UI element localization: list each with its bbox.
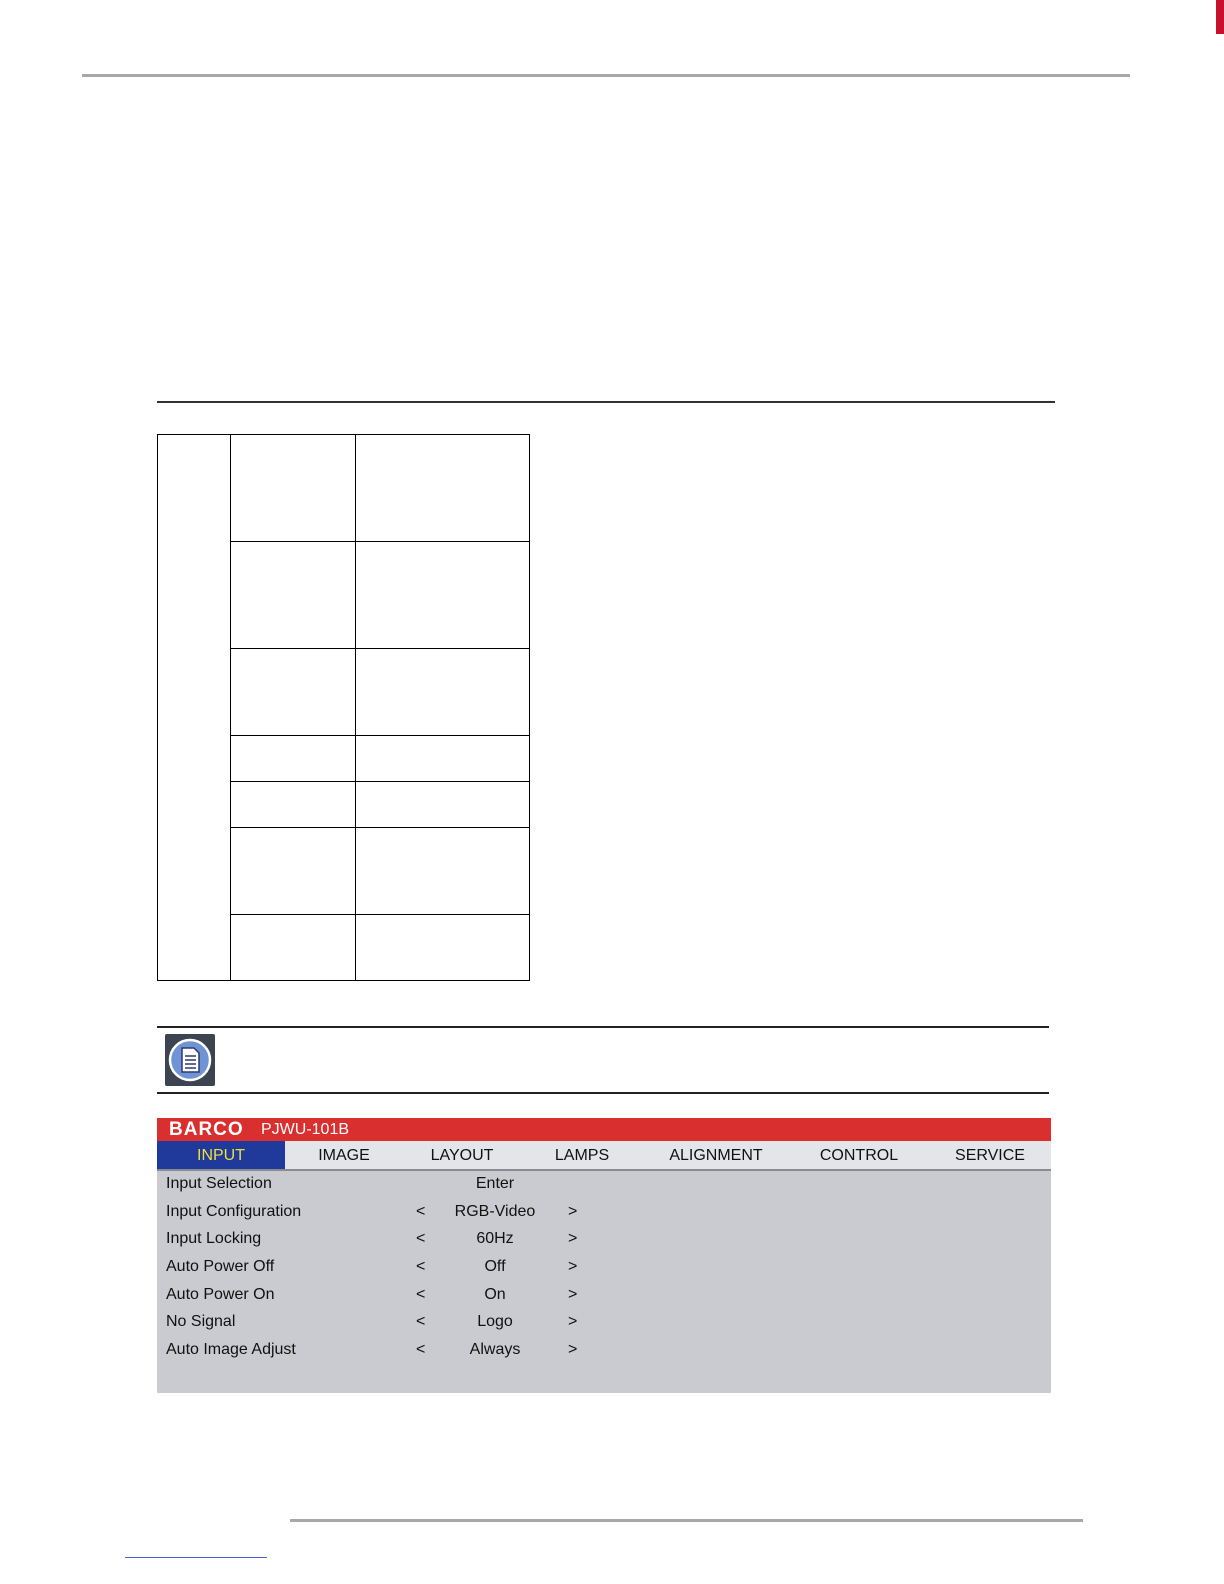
osd-title-bar <box>157 1118 1051 1141</box>
note-bottom-rule <box>157 1092 1049 1094</box>
menu-item-value: RGB-Video <box>454 1202 536 1220</box>
table-cell <box>230 915 356 981</box>
increase-arrow[interactable]: > <box>568 1230 578 1248</box>
table-cell <box>230 736 356 782</box>
tab-lamps[interactable]: LAMPS <box>554 1147 610 1164</box>
specification-table <box>157 434 530 981</box>
menu-item-label: Auto Power Off <box>166 1258 275 1276</box>
menu-item-value: On <box>484 1285 506 1303</box>
increase-arrow[interactable]: > <box>568 1202 578 1220</box>
table-cell <box>158 435 231 981</box>
decrease-arrow[interactable]: < <box>416 1313 426 1331</box>
decrease-arrow[interactable]: < <box>416 1258 426 1276</box>
menu-item-value: Logo <box>477 1313 513 1331</box>
menu-items <box>157 1171 1051 1365</box>
model-name: PJWU-101B <box>261 1121 350 1138</box>
table-cell <box>356 828 530 915</box>
increase-arrow[interactable]: > <box>568 1341 578 1359</box>
increase-arrow[interactable]: > <box>568 1285 578 1303</box>
decrease-arrow[interactable]: < <box>416 1202 426 1220</box>
table-cell <box>230 542 356 649</box>
table-cell <box>230 782 356 828</box>
header-rule <box>82 74 1130 77</box>
brand-logo: BARCO <box>169 1119 244 1140</box>
menu-item-value: Always <box>469 1341 521 1359</box>
increase-arrow[interactable]: > <box>568 1313 578 1331</box>
table-cell <box>356 542 530 649</box>
table-cell <box>230 828 356 915</box>
menu-item-label: Input Configuration <box>166 1202 302 1220</box>
document-note-icon <box>165 1034 215 1086</box>
menu-item-input-locking[interactable] <box>157 1226 1051 1254</box>
menu-item-auto-power-on[interactable] <box>157 1282 1051 1310</box>
footer-link-underline[interactable] <box>125 1557 267 1558</box>
table-cell <box>230 649 356 736</box>
footer-rule <box>290 1519 1083 1522</box>
table-cell <box>356 435 530 542</box>
menu-item-value: Enter <box>475 1175 515 1192</box>
table-cell <box>356 915 530 981</box>
menu-item-label: No Signal <box>166 1313 236 1331</box>
table-cell <box>356 649 530 736</box>
increase-arrow[interactable]: > <box>568 1258 578 1276</box>
section-rule <box>157 401 1055 403</box>
tab-input[interactable]: INPUT <box>157 1141 285 1169</box>
menu-item-label: Auto Image Adjust <box>166 1341 296 1359</box>
tab-image[interactable]: IMAGE <box>318 1147 370 1164</box>
tab-layout[interactable]: LAYOUT <box>430 1147 494 1164</box>
tab-service[interactable]: SERVICE <box>955 1147 1025 1164</box>
menu-item-input-configuration[interactable] <box>157 1199 1051 1227</box>
table-cell <box>356 782 530 828</box>
table-cell <box>356 736 530 782</box>
decrease-arrow[interactable]: < <box>416 1341 426 1359</box>
menu-item-label: Auto Power On <box>166 1285 275 1303</box>
menu-item-value: 60Hz <box>476 1230 514 1248</box>
osd-menu <box>157 1118 1051 1393</box>
tab-control[interactable]: CONTROL <box>819 1147 899 1164</box>
decrease-arrow[interactable]: < <box>416 1230 426 1248</box>
menu-item-label: Input Locking <box>166 1230 262 1248</box>
menu-item-auto-power-off[interactable] <box>157 1254 1051 1282</box>
menu-item-label: Input Selection <box>166 1175 272 1192</box>
table-cell <box>230 435 356 542</box>
edge-marker <box>1216 0 1224 34</box>
menu-item-auto-image-adjust[interactable] <box>157 1337 1051 1365</box>
menu-item-value: Off <box>484 1258 506 1276</box>
menu-tabs <box>157 1141 1051 1171</box>
menu-item-input-selection[interactable] <box>157 1171 1051 1199</box>
tab-alignment[interactable]: ALIGNMENT <box>669 1147 763 1164</box>
decrease-arrow[interactable]: < <box>416 1285 426 1303</box>
menu-item-no-signal[interactable] <box>157 1309 1051 1337</box>
note-top-rule <box>157 1026 1049 1028</box>
